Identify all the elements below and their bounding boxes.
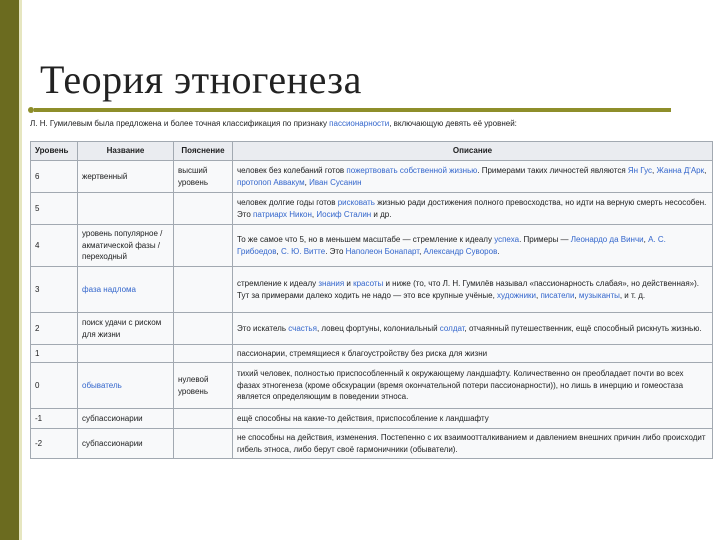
description-text: и ниже (то, что Л. Н. Гумилёв называл «пассионарность слабая», но действенная»). Тут за примерами далеко ходить не надо — это все крупные учёные,: [237, 279, 699, 300]
intro-link-passionarity[interactable]: пассионарности: [329, 119, 390, 128]
left-accent-bar: [0, 0, 19, 540]
description-text: пассионарии, стремящиеся к благоустройству без риска для жизни: [237, 348, 488, 358]
description-text: Это искатель: [237, 323, 289, 333]
cell-description: [233, 345, 713, 363]
table-row: [31, 193, 713, 225]
description-text: , и т. д.: [619, 290, 646, 300]
table-header-row: [31, 142, 713, 161]
description-text: тихий человек, полностью приспособленный к окружающему ландшафту. Количественно он преобладает почти во всех фазах этногенеза (кроме обскурации (время окончательной потери пассионарности)), но лишь в инерцию и гомеостаза является определяющим в поведении этноса.: [237, 369, 684, 402]
table-body: [31, 161, 713, 459]
description-text: человек: [237, 198, 267, 207]
cell-name: поиск удачи с риском для жизни: [78, 313, 174, 345]
description-text: не способны на действия, изменения. Постепенно с их взаимоотталкиванием и давлением внешних причин либо происходит гибель этноса, либо берут своё гармоничники (обыватели).: [237, 433, 706, 454]
cell-note: нулевой уровень: [174, 363, 233, 409]
cell-note: [174, 193, 233, 225]
table-row: [31, 313, 713, 345]
cell-note: [174, 429, 233, 459]
cell-description: [233, 429, 713, 459]
header-note: Пояснение: [174, 142, 233, 161]
description-link[interactable]: солдат: [439, 323, 465, 333]
description-text: . Примеры —: [519, 235, 571, 244]
cell-name: [78, 345, 174, 363]
description-link[interactable]: Иван Сусанин: [309, 177, 362, 187]
description-text: , отчаянный путешественник, ещё способный рискнуть жизнью.: [464, 323, 702, 333]
table-row: [31, 225, 713, 267]
cell-description: [233, 363, 713, 409]
cell-level: -1: [31, 409, 78, 429]
header-name: Название: [78, 142, 174, 161]
slide-title: Теория этногенеза: [40, 57, 362, 102]
cell-description: [233, 193, 713, 225]
description-text: То же самое что 5, но в меньшем масштабе — стремление к идеалу: [237, 235, 495, 244]
description-text: ,: [704, 166, 707, 175]
description-link[interactable]: Иосиф Сталин: [316, 209, 372, 219]
intro-text: [30, 119, 705, 128]
cell-description: [233, 409, 713, 429]
description-text: ,: [536, 290, 541, 300]
table-row: [31, 161, 713, 193]
description-text: ,: [304, 177, 310, 187]
cell-level: 3: [31, 267, 78, 313]
description-text: и: [344, 279, 354, 288]
cell-name: жертвенный: [78, 161, 174, 193]
description-text: ,: [419, 246, 424, 256]
cell-note: [174, 345, 233, 363]
description-text: и др.: [371, 209, 392, 219]
intro-text-part: , включающую девять её уровней:: [389, 119, 517, 128]
description-link[interactable]: Ян Гус: [627, 166, 652, 175]
cell-description: [233, 161, 713, 193]
cell-note: высший уровень: [174, 161, 233, 193]
description-link[interactable]: красоты: [353, 279, 384, 288]
description-link[interactable]: Леонардо да Винчи: [570, 235, 644, 244]
header-description: Описание: [233, 142, 713, 161]
description-text: ещё способны на какие-то действия, приспособление к ландшафту: [237, 413, 489, 423]
description-text: ,: [574, 290, 579, 300]
cell-name[interactable]: обыватель: [78, 363, 174, 409]
description-text: , ловец фортуны, колониальный: [316, 323, 440, 333]
cell-note: [174, 267, 233, 313]
description-text: человек без колебаний готов: [237, 166, 347, 175]
cell-level: 4: [31, 225, 78, 267]
description-link[interactable]: Жанна Д'Арк: [656, 166, 705, 175]
left-accent-stripe: [19, 0, 22, 540]
cell-description: [233, 225, 713, 267]
description-text: . Примерами таких личностей являются: [477, 166, 628, 175]
description-text: ,: [643, 235, 649, 244]
cell-note: [174, 409, 233, 429]
cell-note: [174, 313, 233, 345]
cell-description: [233, 313, 713, 345]
cell-name: уровень популярное / акматической фазы / переходный: [78, 225, 174, 267]
cell-description: [233, 267, 713, 313]
description-text: ,: [311, 209, 317, 219]
header-level: Уровень: [31, 142, 78, 161]
cell-note: [174, 225, 233, 267]
description-link[interactable]: художники: [497, 290, 537, 300]
description-text: ,: [276, 246, 281, 256]
cell-level: 6: [31, 161, 78, 193]
description-text: ,: [652, 166, 657, 175]
description-link[interactable]: С. Ю. Витте: [280, 246, 326, 256]
title-underline: [34, 108, 671, 112]
description-text: долгие годы готов: [266, 198, 338, 207]
description-text: . Это: [325, 246, 346, 256]
description-link[interactable]: музыканты: [578, 290, 620, 300]
description-link[interactable]: Наполеон Бонапарт: [345, 246, 420, 256]
cell-level: 1: [31, 345, 78, 363]
description-text: стремление к идеалу: [237, 279, 319, 288]
description-link[interactable]: протопоп Аввакум: [237, 177, 305, 187]
description-link[interactable]: счастья: [288, 323, 317, 333]
table-row: [31, 429, 713, 459]
description-link[interactable]: А. С. Грибоедов: [237, 235, 666, 256]
description-text: жизнью ради достижения полного превосходства, но идти на верную смерть несособен. Это: [237, 198, 707, 219]
table-row: [31, 363, 713, 409]
description-link[interactable]: рисковать: [337, 198, 375, 207]
cell-level: 0: [31, 363, 78, 409]
description-link[interactable]: писатели: [540, 290, 575, 300]
passionarity-levels-table: [30, 141, 713, 459]
cell-level: -2: [31, 429, 78, 459]
cell-name[interactable]: фаза надлома: [78, 267, 174, 313]
cell-level: 2: [31, 313, 78, 345]
description-text: .: [497, 246, 500, 256]
cell-name: субпассионарии: [78, 429, 174, 459]
description-link[interactable]: Александр Суворов: [423, 246, 498, 256]
intro-text-part: Л. Н. Гумилевым была предложена и более точная классификация по признаку: [30, 119, 330, 128]
table-row: [31, 267, 713, 313]
table-row: [31, 345, 713, 363]
cell-name: субпассионарии: [78, 409, 174, 429]
cell-level: 5: [31, 193, 78, 225]
description-link[interactable]: пожертвовать собственной жизнью: [346, 166, 478, 175]
cell-name: [78, 193, 174, 225]
table-row: [31, 409, 713, 429]
description-link[interactable]: успеха: [494, 235, 520, 244]
description-link[interactable]: патриарх Никон: [253, 209, 312, 219]
description-link[interactable]: знания: [318, 279, 345, 288]
